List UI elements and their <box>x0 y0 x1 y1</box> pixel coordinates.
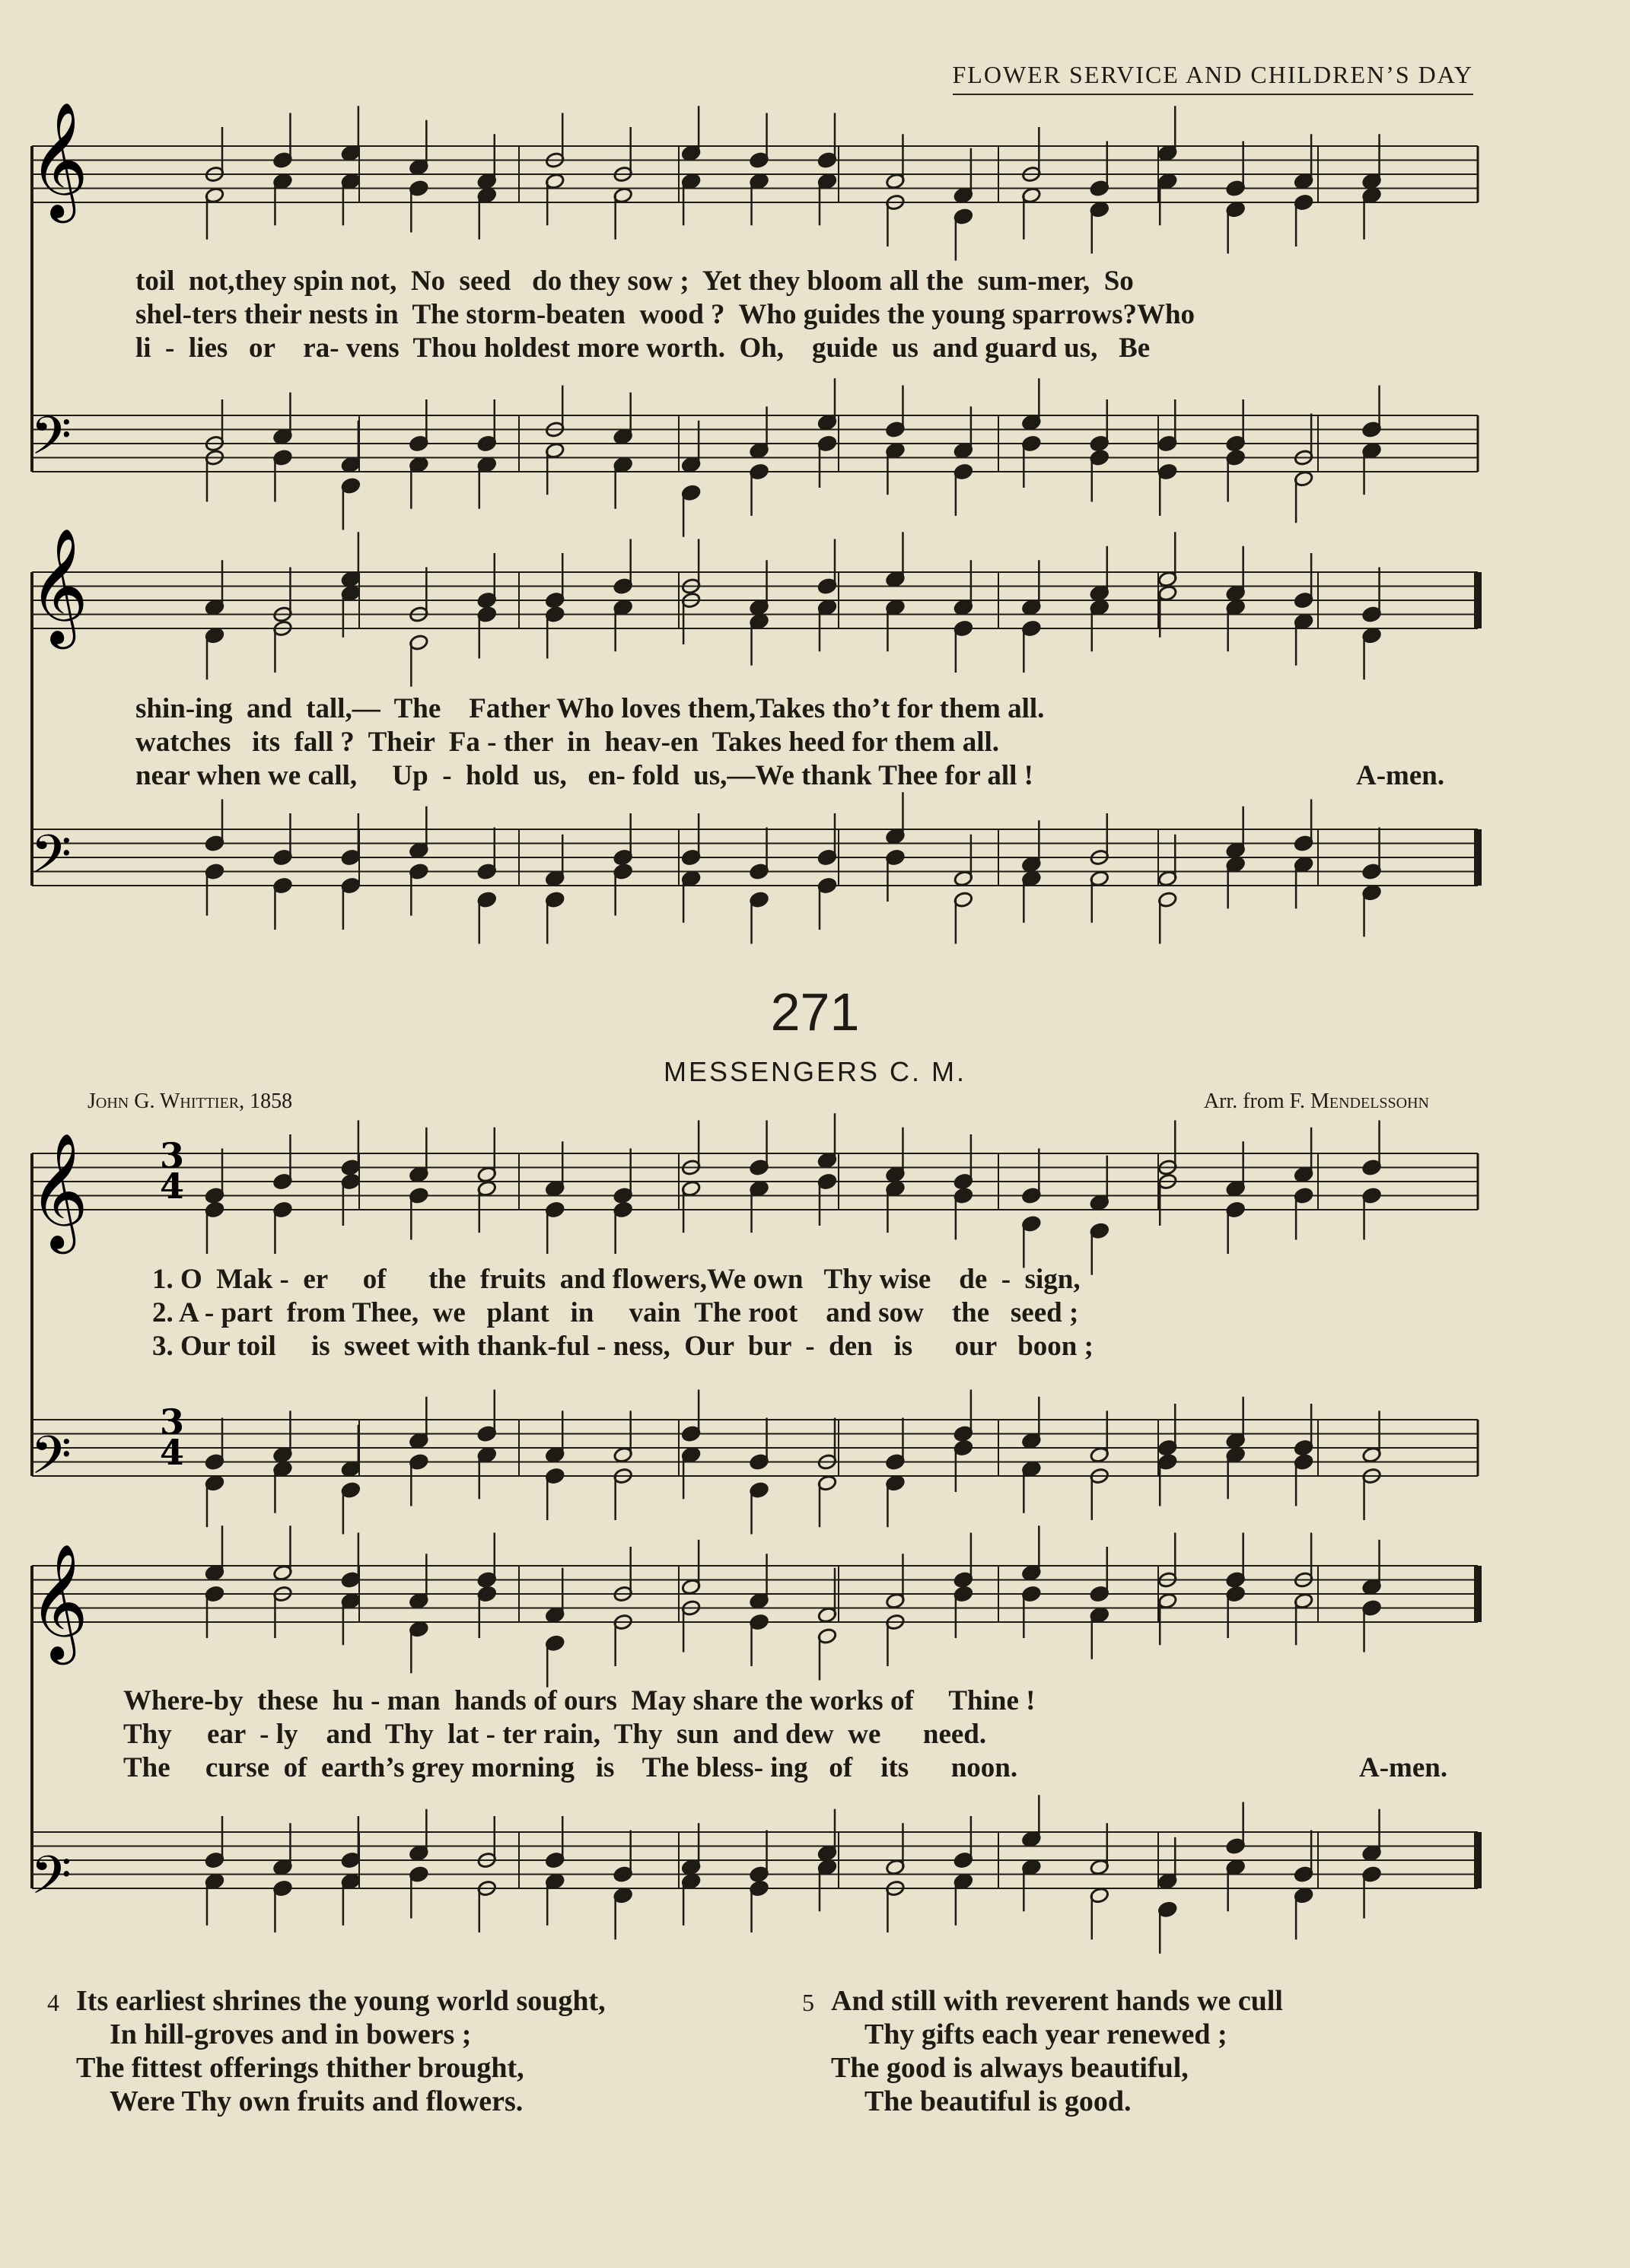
author-year: , 1858 <box>239 1089 293 1113</box>
prev-hymn-amen: A-men. <box>1356 760 1445 791</box>
hymn-lyrics-2 <box>123 1684 1035 1785</box>
treble-clef-4: 𝄞 <box>29 1543 89 1660</box>
bass-clef-3: 𝄢 <box>30 1424 72 1499</box>
hymn-lyrics-1 <box>152 1263 1094 1363</box>
arranger-credit <box>1204 1089 1429 1114</box>
verse-4 <box>47 1984 606 2118</box>
author-credit <box>88 1089 292 1114</box>
treble-clef-1: 𝄞 <box>29 101 89 218</box>
lyric-line: toil not,they spin not, No seed do they sow ; Yet they bloom all the sum-mer, So <box>135 266 1134 297</box>
verse-line: Its earliest shrines the young world sought, <box>76 1985 606 2017</box>
verse-line: The fittest offerings thither brought, <box>76 2052 524 2084</box>
time-signature-treble <box>160 1135 184 1207</box>
lyric-line: 3. Our toil is sweet with thank-ful - ness, Our bur - den is our boon ; <box>152 1331 1094 1362</box>
verse-5 <box>802 1984 1283 2118</box>
verse-number: 5 <box>802 1989 814 2016</box>
svg-text:3: 3 <box>160 1401 185 1443</box>
hymn-number: 271 <box>770 982 860 1042</box>
hymn-amen: A-men. <box>1359 1752 1448 1783</box>
lyric-line: watches its fall ? Their Fa - ther in heav-en Takes heed for them all. <box>135 727 1000 758</box>
arranger-prefix: Arr. from <box>1203 1089 1290 1113</box>
svg-text:3: 3 <box>160 1135 185 1176</box>
lyric-line: 2. A - part from Thee, we plant in vain The root and sow the seed ; <box>152 1297 1079 1328</box>
lyric-line: The curse of earth’s grey morning is The bless- ing of its noon. <box>123 1752 1018 1783</box>
lyric-line: near when we call, Up - hold us, en- fold us,—We thank Thee for all ! <box>135 760 1034 791</box>
time-signature-bass <box>160 1401 184 1473</box>
svg-text:4: 4 <box>160 1432 185 1473</box>
verse-line: The beautiful is good. <box>864 2085 1132 2117</box>
lyric-line: Thy ear - ly and Thy lat - ter rain, Thy sun and dew we need. <box>123 1719 987 1750</box>
verse-line: In hill-groves and in bowers ; <box>110 2018 472 2050</box>
lyric-line: Where-by these hu - man hands of ours May share the works of Thine ! <box>123 1685 1036 1716</box>
prev-hymn-lyrics-1 <box>135 265 1195 365</box>
lyric-line: shin-ing and tall,— The Father Who loves them,Takes tho’t for them all. <box>135 693 1045 724</box>
verse-line: And still with reverent hands we cull <box>831 1985 1283 2017</box>
lyric-line: 1. O Mak - er of the fruits and flowers,We own Thy wise de - sign, <box>152 1264 1081 1295</box>
arranger-name: F. Mendelssohn <box>1289 1089 1429 1113</box>
author-name: John G. Whittier <box>88 1089 240 1113</box>
verse-line: The good is always beautiful, <box>831 2052 1189 2084</box>
verse-line: Were Thy own fruits and flowers. <box>110 2085 524 2117</box>
tune-title: MESSENGERS C. M. <box>663 1056 967 1087</box>
lyric-line: shel-ters their nests in The storm-beaten wood ? Who guides the young sparrows?Who <box>135 299 1195 330</box>
bass-clef-2: 𝄢 <box>30 823 72 898</box>
treble-clef-3: 𝄞 <box>29 1132 89 1249</box>
treble-clef-2: 𝄞 <box>29 527 89 644</box>
svg-text:4: 4 <box>160 1166 185 1207</box>
verse-line: Thy gifts each year renewed ; <box>864 2018 1227 2050</box>
prev-hymn-lyrics-2 <box>135 692 1044 793</box>
lyric-line: li - lies or ra- vens Thou holdest more worth. Oh, guide us and guard us, Be <box>135 332 1151 364</box>
bass-clef-4: 𝄢 <box>30 1844 72 1919</box>
bass-clef-1: 𝄢 <box>30 405 72 479</box>
verse-number: 4 <box>47 1989 59 2016</box>
running-header: FLOWER SERVICE AND CHILDREN’S DAY <box>953 61 1474 95</box>
